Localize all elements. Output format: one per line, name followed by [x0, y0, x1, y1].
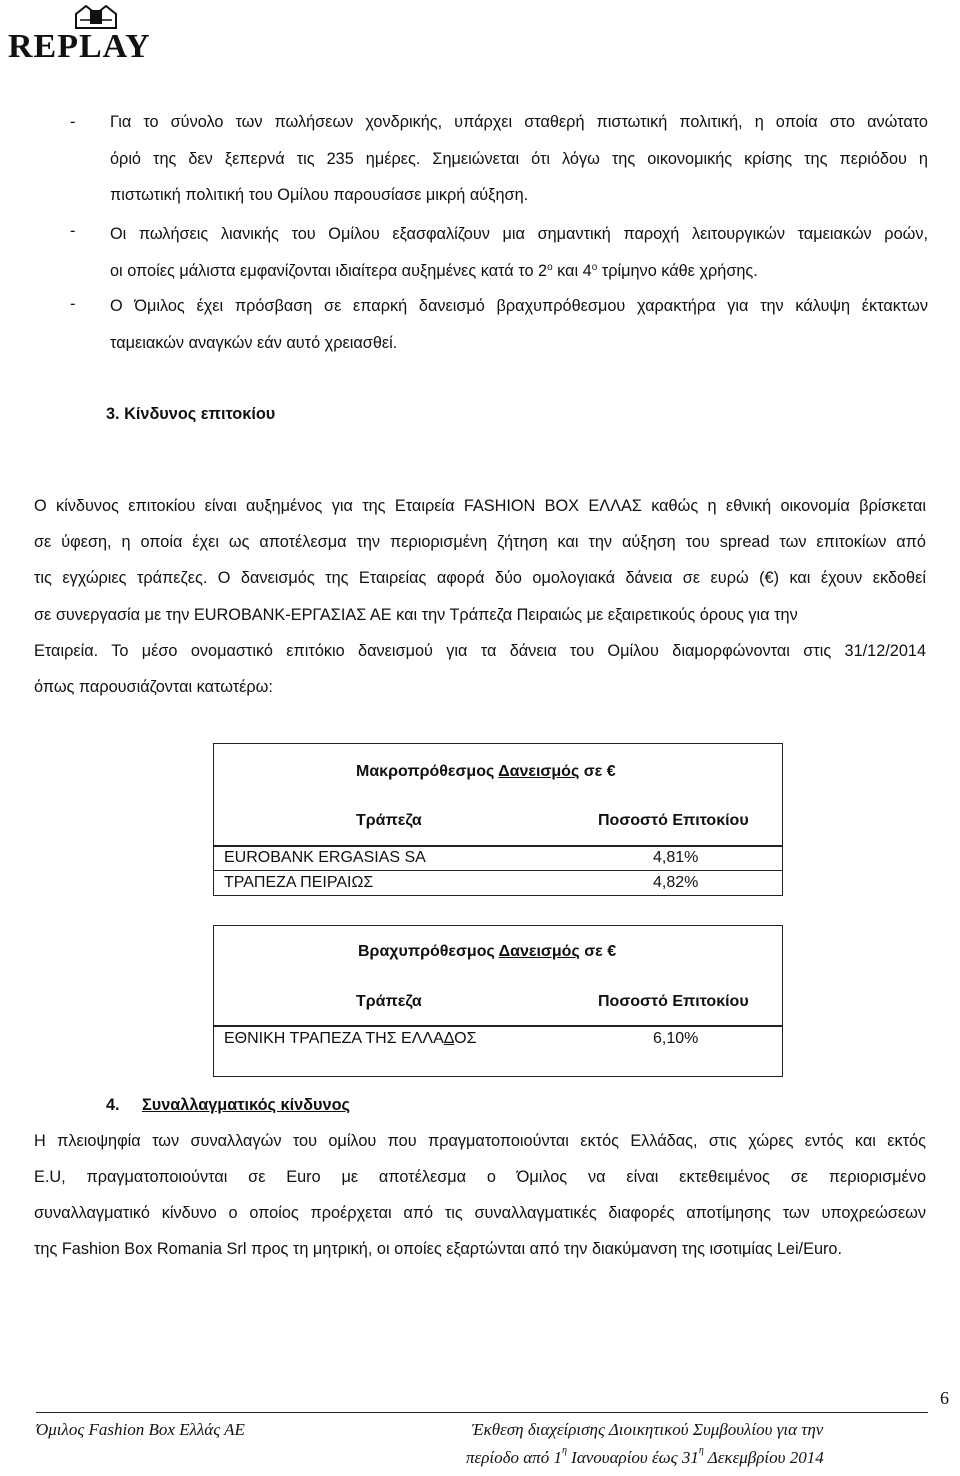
paragraph-line: Εταιρεία. Το μέσο ονομαστικό επιτόκιο δανεισμού για τα δάνεια του Ομίλου διαμορφώνονται στις 31/12/2014 [34, 642, 926, 660]
table-title: Μακροπρόθεσμος Δανεισμός σε € [356, 763, 616, 780]
footer-company: Όμιλος Fashion Box Ελλάς ΑΕ [36, 1420, 245, 1439]
bullet-dash: - [70, 113, 76, 131]
section-title: 3. Κίνδυνος επιτοκίου [106, 405, 276, 423]
table-cell-bank: ΕΘΝΙΚΗ ΤΡΑΠΕΖΑ ΤΗΣ ΕΛΛΑΔΟΣ [224, 1030, 477, 1047]
bullet-dash: - [70, 222, 76, 240]
column-header-bank: Τράπεζα [356, 812, 422, 829]
footer-period: περίοδο από $1^\eta$ Ιανουαρίου έως $31^\eta$ Δεκεμβρίου 2014 [466, 1445, 824, 1467]
column-header-rate: Ποσοστό Επιτοκίου [598, 993, 749, 1010]
paragraph-line: όπως παρουσιάζονται κατωτέρω: [34, 678, 273, 696]
paragraph-line: E.U, πραγματοποιούνται σε Euro με αποτέλεσμα ο Όμιλος να είναι εκτεθειμένος σε περιορισμένο [34, 1168, 926, 1186]
page-number: 6 [940, 1388, 949, 1408]
column-header-rate: Ποσοστό Επιτοκίου [598, 812, 749, 829]
paragraph-line: σε ύφεση, η οποία έχει ως αποτέλεσμα την περιορισμένη ζήτηση και την αύξηση του spread των επιτοκίων από [34, 533, 926, 551]
paragraph-line: της Fashion Box Romania Srl προς τη μητρική, οι οποίες εξαρτώνται από την διακύμανση της ισοτιμίας Lei/Euro. [34, 1240, 842, 1258]
table-cell-bank: EUROBANK ERGASIAS SA [224, 849, 426, 866]
logo-text: REPLAY [8, 28, 151, 65]
paragraph-line: συναλλαγματικό κίνδυνο ο οποίος προέρχεται από τις συναλλαγματικές διαφορές αποτίμησης των υποχρεώσεων [34, 1204, 926, 1222]
paragraph-line: ταμειακών αναγκών εάν αυτό χρειασθεί. [110, 334, 398, 352]
table-cell-rate: 4,81% [653, 849, 699, 866]
section-number: 4. [106, 1096, 120, 1114]
column-header-bank: Τράπεζα [356, 993, 422, 1010]
section-title: Συναλλαγματικός κίνδυνος [142, 1096, 350, 1114]
paragraph-line: Ο κίνδυνος επιτοκίου είναι αυξημένος για της Εταιρεία FASHION BOX ΕΛΛΑΣ καθώς η εθνική οικονομία βρίσκεται [34, 497, 926, 515]
table-cell-rate: 6,10% [653, 1030, 699, 1047]
table-cell-rate: 4,82% [653, 874, 699, 891]
paragraph-line: Για το σύνολο των πωλήσεων χονδρικής, υπάρχει σταθερή πιστωτική πολιτική, η οποία στο ανώτατο [110, 113, 928, 131]
long-term-loan-table-header [213, 743, 783, 847]
paragraph-line: πιστωτική πολιτική του Ομίλου παρουσίασε μικρή αύξηση. [110, 186, 529, 204]
paragraph-line: Ο Όμιλος έχει πρόσβαση σε επαρκή δανεισμό βραχυπρόθεσμου χαρακτήρα για την κάλυψη έκτακτων [110, 297, 928, 315]
paragraph-line: σε συνεργασία με την EUROBANK-ΕΡΓΑΣΙΑΣ ΑΕ και την Τράπεζα Πειραιώς με εξαιρετικούς όρους για την [34, 606, 798, 624]
table-title: Βραχυπρόθεσμος Δανεισμός σε € [358, 943, 617, 960]
paragraph-line: οι οποίες μάλιστα εμφανίζονται ιδιαίτερα αυξημένες κατά το $2^o$ και $4^o$ τρίμηνο κάθε χρήσης. [110, 262, 758, 280]
paragraph-line: Οι πωλήσεις λιανικής του Ομίλου εξασφαλίζουν μια σημαντική παροχή λειτουργικών ταμειακών ροών, [110, 225, 928, 243]
crown-crest-icon [66, 2, 126, 30]
paragraph-line: τις εγχώριες τράπεζες. Ο δανεισμός της Εταιρείας αφορά δύο ομολογιακά δάνεια σε ευρώ (€) και έχουν εκδοθεί [34, 569, 926, 587]
footer-divider [36, 1412, 928, 1413]
table-cell-bank: ΤΡΑΠΕΖΑ ΠΕΙΡΑΙΩΣ [224, 874, 374, 891]
paragraph-line: Η πλειοψηφία των συναλλαγών του ομίλου που πραγματοποιούνται εκτός Ελλάδας, στις χώρες εντός και εκτός [34, 1132, 926, 1150]
bullet-dash: - [70, 295, 76, 313]
footer-report-title: Έκθεση διαχείρισης Διοικητικού Συμβουλίου για την [472, 1420, 824, 1439]
company-logo [8, 2, 198, 65]
paragraph-line: όριό της δεν ξεπερνά τις 235 ημέρες. Σημειώνεται ότι λόγω της οικονομικής κρίσης της περιόδου η [110, 150, 928, 168]
